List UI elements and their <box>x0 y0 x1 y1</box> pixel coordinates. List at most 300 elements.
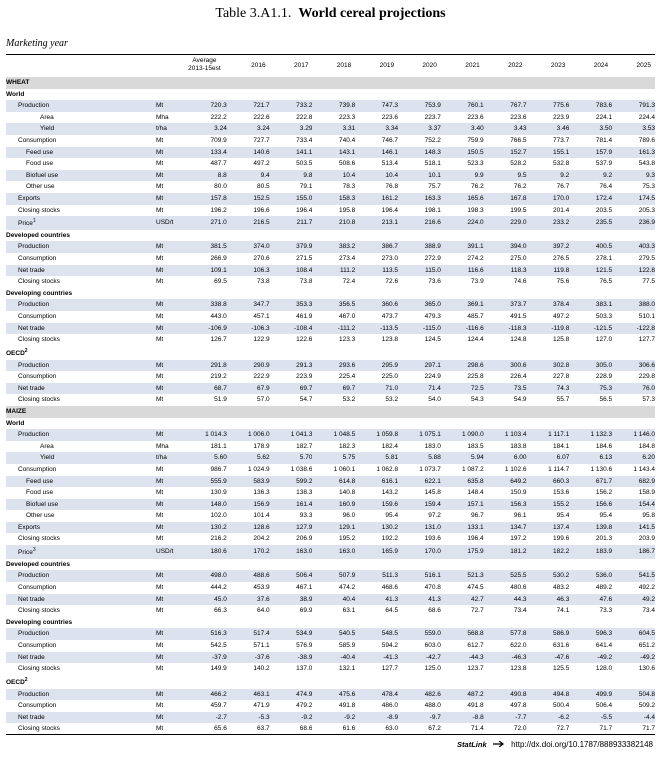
table-cell: -122.8 <box>612 323 655 335</box>
table-cell: 216.5 <box>227 216 270 230</box>
table-cell: 516.3 <box>184 628 227 640</box>
table-cell: 468.6 <box>381 584 399 591</box>
table-cell: 487.2 <box>441 689 484 701</box>
table-cell: 594.2 <box>381 641 399 649</box>
table-cell: 196.6 <box>253 206 270 214</box>
table-cell: 1 038.6 <box>290 465 313 473</box>
table-cell: 77.5 <box>642 278 655 286</box>
row-label: Exports <box>6 193 156 205</box>
table-cell: 479.3 <box>424 313 441 321</box>
table-cell: 347.7 <box>227 299 270 311</box>
table-cell: 223.9 <box>296 373 313 381</box>
table-cell: 388.9 <box>398 241 441 253</box>
table-cell: 193.6 <box>424 535 441 543</box>
table-cell: 150.9 <box>510 489 527 497</box>
table-cell: 123.3 <box>338 336 356 344</box>
table-cell: 5.81 <box>355 452 398 464</box>
row-unit: USD/t <box>156 216 184 230</box>
table-row <box>6 253 655 265</box>
row-unit: Mt <box>156 702 164 710</box>
row-unit: Mt <box>156 489 164 497</box>
table-cell: 156.6 <box>569 499 612 511</box>
table-cell: 510.1 <box>638 313 655 321</box>
table-cell: 40.4 <box>312 594 355 606</box>
table-cell: 55.7 <box>556 396 570 404</box>
table-cell: 119.8 <box>527 265 570 277</box>
table-cell: 767.7 <box>484 100 527 112</box>
table-cell: 499.9 <box>569 689 612 701</box>
table-cell: 525.5 <box>484 570 527 582</box>
table-row <box>6 276 655 288</box>
table-cell: 156.2 <box>595 489 613 497</box>
table-cell: 51.9 <box>214 396 227 404</box>
table-cell: 489.2 <box>595 584 613 591</box>
table-cell: 302.8 <box>527 360 570 372</box>
row-unit: Mt <box>156 336 164 344</box>
table-cell: 72.5 <box>441 383 484 395</box>
table-cell: 291.3 <box>270 360 313 372</box>
table-cell: 121.5 <box>569 265 612 277</box>
table-cell: 75.3 <box>642 183 655 191</box>
table-cell: 41.3 <box>398 594 441 606</box>
table-cell: 233.2 <box>527 216 570 230</box>
table-cell: 500.4 <box>553 702 570 710</box>
table-cell: 306.6 <box>612 360 655 372</box>
table-cell: 532.8 <box>553 160 570 168</box>
table-cell: 541.5 <box>612 570 655 582</box>
table-cell: 125.8 <box>553 336 570 344</box>
row-unit: Mt <box>156 607 164 615</box>
row-unit: Mt <box>156 689 184 701</box>
table-cell: 72.7 <box>556 725 570 733</box>
table-row <box>6 216 655 230</box>
table-cell: 305.0 <box>569 360 612 372</box>
bottom-rule <box>6 734 655 735</box>
header-year: 2020 <box>422 62 437 69</box>
table-cell: 403.3 <box>612 241 655 253</box>
table-cell: -44.3 <box>441 652 484 664</box>
table-cell: 467.1 <box>296 584 313 591</box>
row-unit: Mha <box>156 442 169 450</box>
row-label: Production <box>6 628 156 640</box>
table-cell: 96.1 <box>513 512 527 520</box>
table-cell: 196.2 <box>210 206 227 214</box>
table-cell: 293.6 <box>312 360 355 372</box>
table-row <box>6 570 655 582</box>
table-cell: 198.1 <box>424 206 441 214</box>
table-cell: 498.0 <box>184 570 227 582</box>
table-row <box>6 323 655 335</box>
table-cell: 474.2 <box>338 584 356 591</box>
table-cell: 108.4 <box>270 265 313 277</box>
table-cell: 649.2 <box>484 476 527 488</box>
table-cell: -113.5 <box>355 323 398 335</box>
table-cell: 5.62 <box>227 452 270 464</box>
table-cell: 631.6 <box>553 641 570 649</box>
table-cell: -106.9 <box>184 323 227 335</box>
row-label: Other use <box>26 183 55 191</box>
table-row <box>6 628 655 640</box>
table-cell: 80.5 <box>256 183 270 191</box>
table-cell: -121.5 <box>569 323 612 335</box>
table-cell: 37.6 <box>227 594 270 606</box>
table-cell: 759.9 <box>467 136 484 144</box>
row-unit: Mt <box>156 570 184 582</box>
row-unit: Mt <box>156 160 164 168</box>
table-cell: 186.7 <box>612 545 655 559</box>
table-cell: 223.9 <box>553 113 570 121</box>
table-cell: 199.5 <box>510 206 527 214</box>
table-cell: 775.6 <box>527 100 570 112</box>
table-cell: 3.50 <box>569 123 612 135</box>
table-cell: 143.1 <box>312 147 355 159</box>
header-year: 2025 <box>636 62 651 69</box>
header-year: 2016 <box>251 62 266 69</box>
table-cell: 459.7 <box>210 702 227 710</box>
top-rule <box>6 54 655 55</box>
table-cell: 513.4 <box>381 160 399 168</box>
table-cell: 223.3 <box>338 113 356 121</box>
table-cell: 136.3 <box>253 489 270 497</box>
table-cell: 548.5 <box>355 628 398 640</box>
table-row <box>6 464 655 476</box>
table-cell: 540.5 <box>312 628 355 640</box>
table-cell: 174.5 <box>612 193 655 205</box>
arrow-icon <box>493 741 505 747</box>
table-cell: 528.2 <box>510 160 527 168</box>
table-cell: 124.8 <box>510 336 527 344</box>
table-cell: 148.3 <box>398 147 441 159</box>
table-cell: 196.4 <box>381 206 399 214</box>
table-cell: 789.6 <box>638 136 655 144</box>
table-cell: 127.7 <box>638 336 655 344</box>
table-cell: 127.9 <box>270 522 313 534</box>
table-cell: 583.9 <box>227 476 270 488</box>
table-cell: 210.8 <box>312 216 355 230</box>
table-cell: 622.0 <box>510 641 527 649</box>
table-row <box>6 181 655 193</box>
table-cell: 141.5 <box>612 522 655 534</box>
table-cell: 68.6 <box>299 725 313 733</box>
row-label: Area <box>40 113 54 121</box>
table-cell: 115.0 <box>398 265 441 277</box>
table-cell: 122.6 <box>296 336 313 344</box>
table-cell: 753.9 <box>398 100 441 112</box>
table-cell: 1 132.3 <box>569 429 612 441</box>
table-row <box>6 594 655 606</box>
table-cell: 128.6 <box>227 522 270 534</box>
table-cell: 517.4 <box>227 628 270 640</box>
table-cell: 95.4 <box>599 512 613 520</box>
table-cell: 118.3 <box>484 265 527 277</box>
table-cell: 71.4 <box>471 725 484 733</box>
table-row <box>6 205 655 217</box>
row-label: Net trade <box>6 383 156 395</box>
table-cell: 1 103.4 <box>484 429 527 441</box>
table-cell: 479.2 <box>296 702 313 710</box>
table-cell: 157.9 <box>569 147 612 159</box>
table-cell: 381.5 <box>184 241 227 253</box>
table-cell: -37.9 <box>184 652 227 664</box>
table-cell: 1 087.2 <box>462 465 484 473</box>
table-cell: 228.9 <box>595 373 613 381</box>
table-title <box>0 6 661 22</box>
table-cell: 503.5 <box>296 160 313 168</box>
table-cell: 73.5 <box>484 383 527 395</box>
table-cell: 57.0 <box>256 396 270 404</box>
table-cell: 96.7 <box>471 512 484 520</box>
table-row <box>6 640 655 652</box>
row-unit: Mt <box>156 652 184 664</box>
table-cell: 298.6 <box>441 360 484 372</box>
table-cell: -116.6 <box>441 323 484 335</box>
table-cell: 507.9 <box>312 570 355 582</box>
table-row <box>6 135 655 147</box>
row-unit: Mt <box>156 313 164 321</box>
table-cell: 271.5 <box>296 255 313 263</box>
table-cell: 203.9 <box>638 535 655 543</box>
table-cell: 49.2 <box>612 594 655 606</box>
table-cell: 79.1 <box>299 183 313 191</box>
table-cell: 353.3 <box>270 299 313 311</box>
table-cell: 150.5 <box>441 147 484 159</box>
row-label: Production <box>6 360 156 372</box>
table-cell: 3.37 <box>398 123 441 135</box>
table-cell: 134.7 <box>484 522 527 534</box>
table-cell: 152.5 <box>227 193 270 205</box>
table-cell: 47.6 <box>569 594 612 606</box>
table-cell: -5.5 <box>569 712 612 724</box>
table-cell: 383.1 <box>569 299 612 311</box>
table-cell: 516.1 <box>398 570 441 582</box>
row-label: Closing stocks <box>18 607 60 615</box>
table-cell: -38.9 <box>270 652 313 664</box>
table-cell: 8.8 <box>184 170 227 182</box>
table-row <box>6 441 655 453</box>
table-cell: 71.7 <box>642 725 655 733</box>
table-cell: 223.6 <box>381 113 399 121</box>
table-cell: 139.8 <box>569 522 612 534</box>
table-cell: 201.4 <box>553 206 570 214</box>
table-cell: 44.3 <box>484 594 527 606</box>
table-cell: 986.7 <box>210 465 227 473</box>
table-cell: 148.4 <box>467 489 484 497</box>
table-cell: 73.8 <box>299 278 313 286</box>
row-unit: Mt <box>156 360 184 372</box>
table-cell: 480.6 <box>510 584 527 591</box>
table-cell: 641.4 <box>595 641 613 649</box>
table-cell: 1 117.1 <box>527 429 570 441</box>
row-label: Consumption <box>18 584 57 591</box>
table-cell: 453.9 <box>253 584 270 591</box>
subsection-row <box>6 230 655 242</box>
table-cell: 73.3 <box>599 607 613 615</box>
table-cell: 746.7 <box>381 136 399 144</box>
table-cell: 474.9 <box>270 689 313 701</box>
table-cell: 130.6 <box>638 665 655 673</box>
table-cell: -115.0 <box>398 323 441 335</box>
row-label: Food use <box>26 489 54 497</box>
table-cell: 196.4 <box>296 206 313 214</box>
table-row <box>6 147 655 159</box>
table-cell: 1 073.7 <box>419 465 441 473</box>
table-cell: 195.2 <box>338 535 356 543</box>
row-label: Production <box>6 299 156 311</box>
table-cell: 165.6 <box>441 193 484 205</box>
table-cell: 275.0 <box>510 255 527 263</box>
table-cell: 9.4 <box>227 170 270 182</box>
table-cell: 222.8 <box>296 113 313 121</box>
table-cell: -47.6 <box>527 652 570 664</box>
row-unit: Mt <box>156 373 164 381</box>
table-cell: 781.4 <box>595 136 613 144</box>
table-cell: 157.8 <box>184 193 227 205</box>
table-cell: 291.8 <box>184 360 227 372</box>
table-cell: 226.4 <box>510 373 527 381</box>
table-cell: -119.8 <box>527 323 570 335</box>
table-cell: 783.6 <box>569 100 612 112</box>
table-cell: 739.8 <box>312 100 355 112</box>
table-cell: 747.3 <box>355 100 398 112</box>
row-label: Net trade <box>6 652 156 664</box>
table-cell: 6.20 <box>612 452 655 464</box>
table-cell: 157.1 <box>441 499 484 511</box>
table-cell: 155.1 <box>527 147 570 159</box>
table-cell: 270.6 <box>253 255 270 263</box>
table-cell: 1 041.3 <box>270 429 313 441</box>
header-year: 2018 <box>336 62 352 69</box>
doi-link[interactable]: http://dx.doi.org/10.1787/888933382148 <box>511 740 653 749</box>
table-cell: 54.9 <box>513 396 527 404</box>
table-cell: 635.8 <box>441 476 484 488</box>
table-cell: 222.9 <box>253 373 270 381</box>
table-cell: 96.0 <box>342 512 356 520</box>
table-cell: 463.1 <box>227 689 270 701</box>
table-cell: 111.2 <box>312 265 355 277</box>
table-cell: 224.4 <box>638 113 655 121</box>
table-cell: 374.0 <box>227 241 270 253</box>
table-cell: 216.2 <box>210 535 227 543</box>
table-cell: 297.1 <box>398 360 441 372</box>
table-row <box>6 663 655 675</box>
table-cell: 211.7 <box>270 216 313 230</box>
table-row <box>6 545 655 559</box>
table-cell: 486.0 <box>381 702 399 710</box>
row-unit: Mt <box>156 323 184 335</box>
table-cell: -7.7 <box>484 712 527 724</box>
table-cell: -8.9 <box>355 712 398 724</box>
row-unit: Mha <box>156 113 169 121</box>
table-cell: -106.3 <box>227 323 270 335</box>
table-cell: 116.6 <box>441 265 484 277</box>
table-cell: 42.7 <box>441 594 484 606</box>
row-unit: Mt <box>156 512 164 520</box>
table-cell: 599.2 <box>270 476 313 488</box>
table-row <box>6 429 655 441</box>
row-label: Production <box>6 429 156 441</box>
table-cell: 506.4 <box>595 702 613 710</box>
table-cell: 503.3 <box>595 313 613 321</box>
row-label: Feed use <box>6 476 156 488</box>
table-cell: 720.3 <box>184 100 227 112</box>
table-cell: 72.6 <box>385 278 399 286</box>
row-unit: t/ha <box>156 123 184 135</box>
table-cell: 182.7 <box>296 442 313 450</box>
row-label: Production <box>6 241 156 253</box>
table-row <box>6 170 655 182</box>
table-cell: 73.4 <box>642 607 655 615</box>
row-label: Area <box>40 442 54 450</box>
row-label: Closing stocks <box>18 278 60 286</box>
table-row <box>6 652 655 664</box>
table-cell: 182.3 <box>338 442 356 450</box>
table-cell: 148.0 <box>184 499 227 511</box>
row-label: Exports <box>6 522 156 534</box>
row-label: Production <box>6 570 156 582</box>
table-cell: 223.7 <box>424 113 441 121</box>
subsection-label: OECD$^2$ <box>6 676 28 686</box>
table-cell: -40.4 <box>312 652 355 664</box>
table-cell: -118.3 <box>484 323 527 335</box>
table-row <box>6 371 655 383</box>
table-cell: 740.4 <box>338 136 356 144</box>
table-row <box>6 712 655 724</box>
table-cell: 69.9 <box>299 607 313 615</box>
table-row <box>6 700 655 712</box>
row-unit: Mt <box>156 396 164 404</box>
table-cell: 53.2 <box>385 396 399 404</box>
table-cell: 461.9 <box>296 313 313 321</box>
table-cell: 45.0 <box>184 594 227 606</box>
table-cell: 5.60 <box>184 452 227 464</box>
table-cell: 290.9 <box>227 360 270 372</box>
table-cell: 71.7 <box>599 725 613 733</box>
table-cell: 3.31 <box>312 123 355 135</box>
header-year: 2019 <box>379 62 395 69</box>
table-cell: 1 006.0 <box>227 429 270 441</box>
table-cell: 274.2 <box>467 255 484 263</box>
table-cell: 74.6 <box>513 278 527 286</box>
table-cell: 571.1 <box>253 641 270 649</box>
table-cell: 534.9 <box>270 628 313 640</box>
table-cell: 497.2 <box>553 313 570 321</box>
table-cell: 752.2 <box>424 136 441 144</box>
table-row <box>6 522 655 534</box>
table-cell: 224.9 <box>424 373 441 381</box>
table-cell: 216.6 <box>398 216 441 230</box>
table-cell: 466.2 <box>184 689 227 701</box>
row-unit: Mt <box>156 725 164 733</box>
table-cell: 170.0 <box>398 545 441 559</box>
table-row <box>6 605 655 617</box>
table-cell: -37.6 <box>227 652 270 664</box>
table-cell: 206.9 <box>296 535 313 543</box>
table-cell: 504.8 <box>612 689 655 701</box>
table-cell: 133.4 <box>184 147 227 159</box>
table-cell: 604.5 <box>612 628 655 640</box>
table-cell: 394.0 <box>484 241 527 253</box>
statlink-logo: StatLink <box>457 740 487 749</box>
table-cell: 1 114.7 <box>548 465 570 473</box>
table-cell: -9.2 <box>312 712 355 724</box>
row-unit: Mt <box>156 584 164 591</box>
table-cell: 511.3 <box>355 570 398 582</box>
table-cell: 3.34 <box>355 123 398 135</box>
table-cell: 614.8 <box>312 476 355 488</box>
table-cell: 106.3 <box>227 265 270 277</box>
table-cell: 1 060.1 <box>333 465 356 473</box>
table-cell: 457.1 <box>253 313 270 321</box>
